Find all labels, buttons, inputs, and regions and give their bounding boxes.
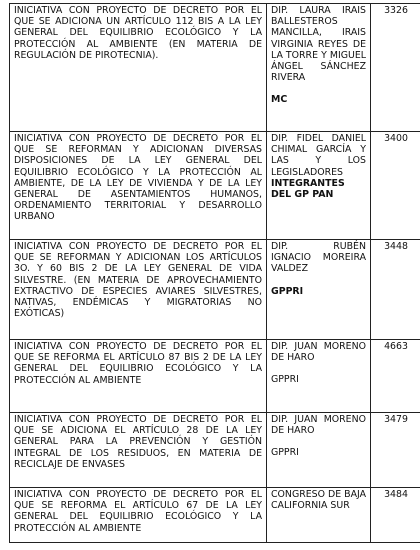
initiative-description: INICIATIVA CON PROYECTO DE DECRETO POR EL QUE SE ADICIONA EL ARTÍCULO 28 DE LA LEY GENERAL PARA LA PREVENCIÓN Y GESTIÓN INTEGRAL DE LOS RESIDUOS, EN MATERIA DE RECICLAJE DE ENVASES [10, 413, 267, 488]
initiative-author-cell [267, 340, 371, 413]
initiative-description: INICIATIVA CON PROYECTO DE DECRETO POR EL QUE SE REFORMA EL ARTÍCULO 67 DE LA LEY GENERAL DEL EQUILIBRIO ECOLÓGICO Y LA PROTECCIÓN AL AMBIENTE [10, 488, 267, 543]
initiative-author-cell [267, 488, 371, 543]
initiative-number: 4663 [371, 340, 420, 413]
initiative-party: GPPRI [271, 285, 304, 297]
initiative-author: DIP. JUAN MORENO DE HARO [271, 414, 366, 437]
table-row [10, 340, 420, 413]
initiative-number: 3484 [371, 488, 420, 543]
initiative-description: INICIATIVA CON PROYECTO DE DECRETO POR EL QUE SE ADICIONA UN ARTÍCULO 112 BIS A LA LEY GENERAL DEL EQUILIBRIO ECOLÓGICO Y LA PROTECCIÓN AL AMBIENTE (EN MATERIA DE REGULACIÓN DE PIROTECNIA). [10, 4, 267, 132]
initiative-description: INICIATIVA CON PROYECTO DE DECRETO POR EL QUE SE REFORMAN Y ADICIONAN DIVERSAS DISPOSICIONES DE LA LEY GENERAL DEL EQUILIBRIO ECOLÓGICO Y LA PROTECCIÓN AL AMBIENTE, DE LA LEY DE VIVIENDA Y DE LA LEY GENERAL DE ASENTAMIENTOS HUMANOS, ORDENAMIENTO TERRITORIAL Y DESARROLLO URBANO [10, 132, 267, 240]
initiative-author: DIP. RUBÉN IGNACIO MOREIRA VALDEZ [271, 241, 366, 275]
initiative-author-cell [267, 132, 371, 240]
table-row [10, 413, 420, 488]
table-row [10, 4, 420, 132]
initiative-party: GPPRI [271, 447, 299, 459]
initiative-description: INICIATIVA CON PROYECTO DE DECRETO POR EL QUE SE REFORMAN Y ADICIONAN LOS ARTÍCULOS 3O. Y 60 BIS 2 DE LA LEY GENERAL DE VIDA SILVESTRE. (EN MATERIA DE APROVECHAMIENTO EXTRACTIVO DE ESPECIES AVIARES SILVESTRES, NATIVAS, ENDÉMICAS Y MIGRATORIAS NO EXÓTICAS) [10, 240, 267, 340]
initiative-author-cell [267, 413, 371, 488]
initiative-number: 3448 [371, 240, 420, 340]
initiative-author: DIP. JUAN MORENO DE HARO [271, 341, 366, 364]
initiative-number: 3326 [371, 4, 420, 132]
initiative-author: DIP. LAURA IRAIS BALLESTEROS MANCILLA, IRAIS VIRGINIA REYES DE LA TORRE Y MIGUEL ÁNGEL SÁNCHEZ RIVERA [271, 5, 366, 84]
initiative-description: INICIATIVA CON PROYECTO DE DECRETO POR EL QUE SE REFORMA EL ARTÍCULO 87 BIS 2 DE LA LEY GENERAL DEL EQUILIBRIO ECOLÓGICO Y LA PROTECCIÓN AL AMBIENTE [10, 340, 267, 413]
initiative-author-cell [267, 240, 371, 340]
table-row [10, 132, 420, 240]
table-row [10, 240, 420, 340]
initiative-number: 3400 [371, 132, 420, 240]
table-row [10, 488, 420, 543]
initiative-party: MC [271, 94, 288, 106]
initiatives-table [9, 3, 420, 543]
initiative-number: 3479 [371, 413, 420, 488]
initiative-party: GPPRI [271, 374, 299, 386]
initiative-author: CONGRESO DE BAJA CALIFORNIA SUR [271, 489, 366, 512]
initiative-author-cell [267, 4, 371, 132]
initiative-party: INTEGRANTES DEL GP PAN [271, 177, 345, 201]
initiative-author: DIP. FIDEL DANIEL CHIMAL GARCÍA Y LAS Y LOS LEGISLADORES [271, 133, 366, 178]
